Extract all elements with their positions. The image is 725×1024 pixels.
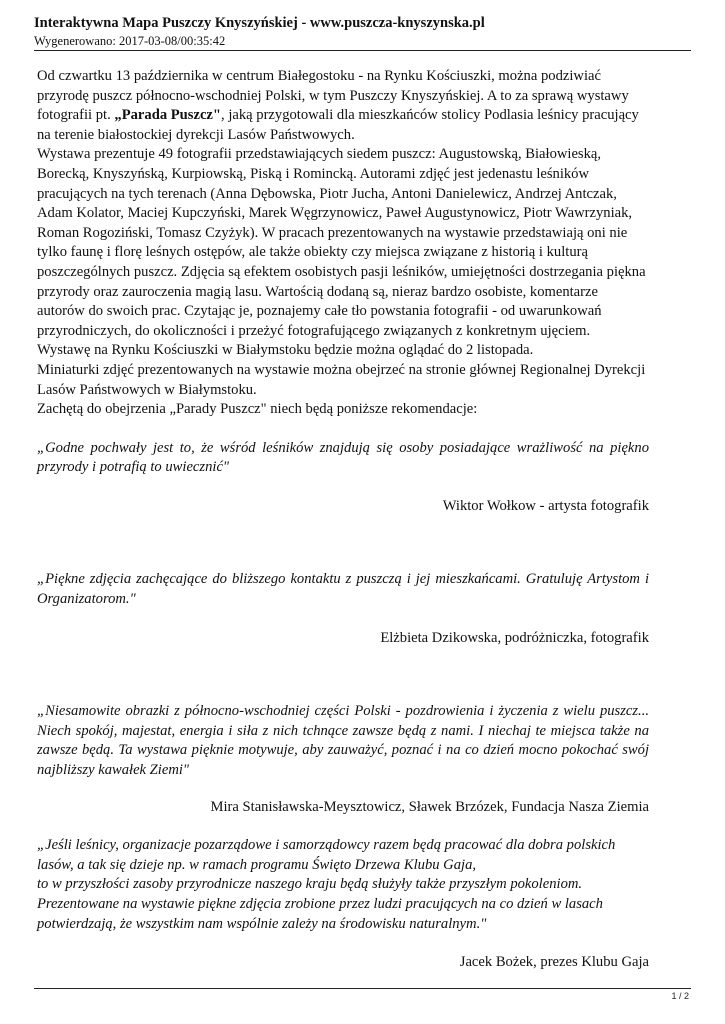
quote-3-author: Mira Stanisławska-Meysztowicz, Sławek Brzózek, Fundacja Nasza Ziemia bbox=[210, 798, 649, 815]
exhibition-title: „Parada Puszcz" bbox=[114, 107, 222, 124]
quote-4 bbox=[37, 836, 649, 934]
header-divider bbox=[34, 50, 691, 51]
quote-2: „Piękne zdjęcia zachęcające do bliższego kontaktu z puszczą i jej mieszkańcami. Gratuluję Artystom i Organizatorom." bbox=[37, 571, 649, 608]
intro-text-lead: Od czwartku 13 października w centrum Białegostoku - na Rynku Kościuszki, można podziwiać przyrodę puszcz północno-wschodniej Polski, w tym Puszczy Knyszyńskiej. A to za sprawą wystawy fotografii pt. bbox=[37, 68, 629, 124]
quote-1-author: Wiktor Wołkow - artysta fotografik bbox=[442, 497, 649, 514]
page-number: 1 / 2 bbox=[671, 991, 689, 1001]
quote-1: „Godne pochwały jest to, że wśród leśników znajdują się osoby posiadające wrażliwość na piękno przyrody i potrafią to uwiecznić" bbox=[37, 439, 649, 476]
header-title: Interaktywna Mapa Puszczy Knyszyńskiej - www.puszcza-knyszynska.pl bbox=[34, 15, 485, 31]
intro-text-tail: , jaką przygotowali dla mieszkańców stolicy Podlasia leśnicy pracujący na terenie białostockiej dyrekcji Lasów Państwowych. bbox=[37, 107, 639, 143]
quote-2-author: Elżbieta Dzikowska, podróżniczka, fotografik bbox=[380, 629, 649, 646]
intro-paragraph-3: Wystawę na Rynku Kościuszki w Białymstoku będzie można oglądać do 2 listopada. bbox=[37, 342, 534, 359]
footer-divider bbox=[34, 988, 691, 989]
intro-paragraph-1 bbox=[37, 67, 649, 145]
article-body bbox=[37, 67, 649, 973]
document-header bbox=[34, 15, 691, 49]
quote-4-line-2: to w przyszłości zasoby przyrodnicze naszego kraju będą służyły także przyszłym pokoleniom. Prezentowane na wystawie piękne zdjęcia zrobione przez ludzi pracujących na co dzień w lasach potwierdzają, że wszystkim nam wspólnie zależy na środowisku naturalnym." bbox=[37, 876, 603, 932]
intro-paragraph-4: Miniaturki zdjęć prezentowanych na wystawie można obejrzeć na stronie głównej Regionalnej Dyrekcji Lasów Państwowych w Białymstoku. bbox=[37, 361, 646, 398]
quote-4-author: Jacek Bożek, prezes Klubu Gaja bbox=[459, 954, 649, 971]
quote-4-line-1: „Jeśli leśnicy, organizacje pozarządowe i samorządowcy razem będą pracować dla dobra polskich lasów, a tak się dzieje np. w ramach programu Święto Drzewa Klubu Gaja, bbox=[37, 837, 616, 873]
intro-paragraph-5: Zachętą do obejrzenia „Parady Puszcz" niech będą poniższe rekomendacje: bbox=[37, 401, 478, 418]
intro-paragraph-2: Wystawa prezentuje 49 fotografii przedstawiających siedem puszcz: Augustowską, Białowieską, Borecką, Knyszyńską, Kurpiowską, Piską i Romincką. Autorami zdjęć jest jedenastu leśników pracujących na tych terenach (Anna Dębowska, Piotr Jucha, Antoni Danielewicz, Andrzej Antczak, Adam Kolator, Maciej Kupczyński, Marek Węgrzynowicz, Paweł Augustynowicz, Piotr Wawrzyniak, Roman Rogoziński, Tomasz Czyżyk). W pracach prezentowanych na wystawie przedstawiają oni nie tylko faunę i florę leśnych ostępów, ale także obiekty czy miejsca związane z historią i kulturą poszczególnych puszcz. Zdjęcia są efektem osobistych pasji leśników, umiejętności dostrzegania piękna przyrody oraz zauroczenia magią lasu. Wartością dodaną są, nieraz bardzo osobiste, komentarze autorów do swoich prac. Czytając je, poznajemy całe tło powstania fotografii - od uwarunkowań przyrodniczych, do okoliczności i przeżyć fotografującego związanych z konkretnym ujęciem. bbox=[37, 146, 646, 339]
quote-3: „Niesamowite obrazki z północno-wschodniej części Polski - pozdrowienia i życzenia z wielu puszcz... Niech spokój, majestat, energia i siła z nich tchnące zawsze będą z nami. I niechaj te miejsca także na zawsze będą. Ta wystawa pięknie motywuje, aby zauważyć, poznać i na co dzień mocno pokochać swój najbliższy kawałek Ziemi" bbox=[37, 703, 649, 779]
generated-timestamp: Wygenerowano: 2017-03-08/00:35:42 bbox=[34, 34, 226, 48]
